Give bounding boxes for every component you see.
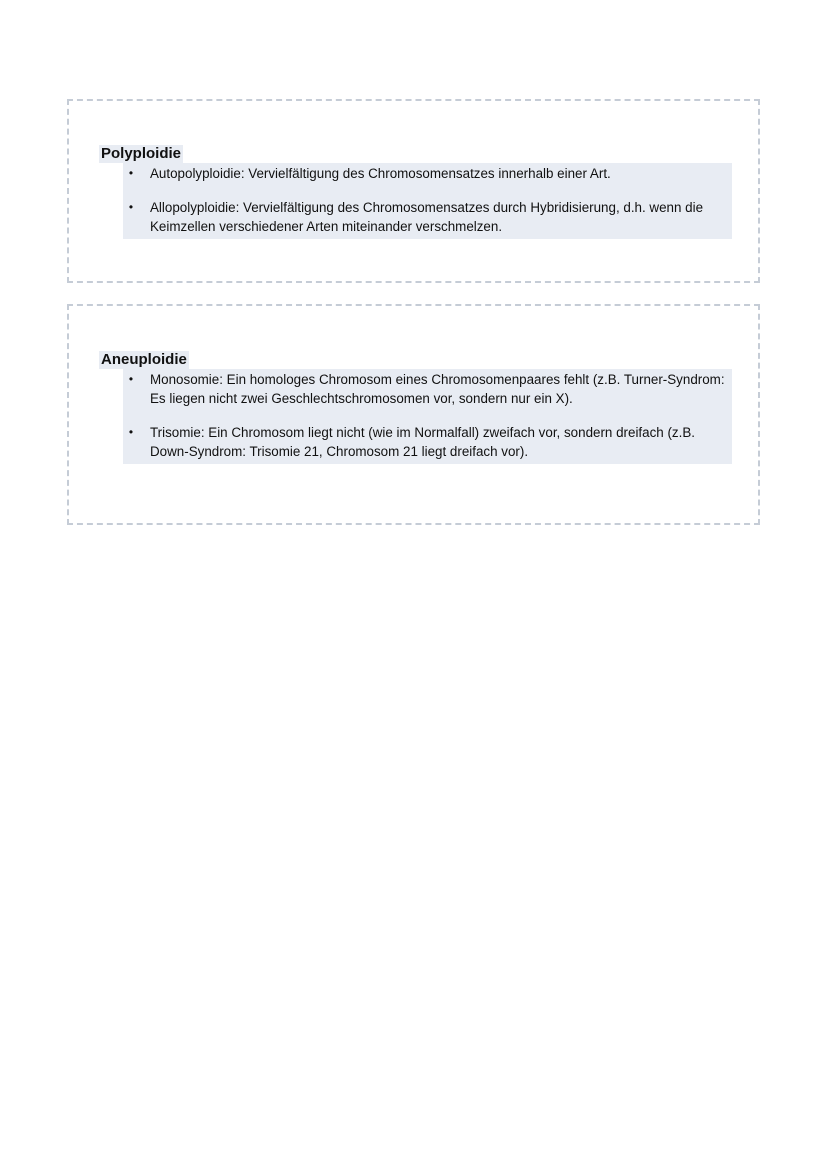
list-item (123, 164, 732, 183)
bullet-icon: • (128, 200, 134, 214)
list-item-text: Monosomie: Ein homologes Chromosom eines Chromosomenpaares fehlt (z.B. Turner-Syndrom: Es liegen nicht zwei Geschlechtschromosomen vor, sondern nur ein X). (150, 372, 725, 406)
list-item (123, 370, 732, 408)
section-heading-aneuploidie: Aneuploidie (101, 351, 187, 368)
bullet-icon: • (128, 425, 134, 439)
aneuploidie-card (67, 304, 760, 525)
list-item-text: Allopolyploidie: Vervielfältigung des Chromosomensatzes durch Hybridisierung, d.h. wenn die Keimzellen verschiedener Arten miteinander verschmelzen. (150, 200, 704, 234)
aneuploidie-list (123, 369, 732, 464)
polyploidie-list (123, 163, 732, 239)
list-item-text: Autopolyploidie: Vervielfältigung des Chromosomensatzes innerhalb einer Art. (150, 166, 611, 181)
bullet-icon: • (128, 166, 134, 180)
bullet-icon: • (128, 372, 134, 386)
section-heading-polyploidie: Polyploidie (101, 145, 182, 162)
list-item (123, 198, 732, 236)
list-item (123, 423, 732, 461)
list-item-text: Trisomie: Ein Chromosom liegt nicht (wie im Normalfall) zweifach vor, sondern dreifach (z.B. Down-Syndrom: Trisomie 21, Chromosom 21 liegt dreifach vor). (150, 425, 695, 459)
polyploidie-card (67, 99, 760, 283)
